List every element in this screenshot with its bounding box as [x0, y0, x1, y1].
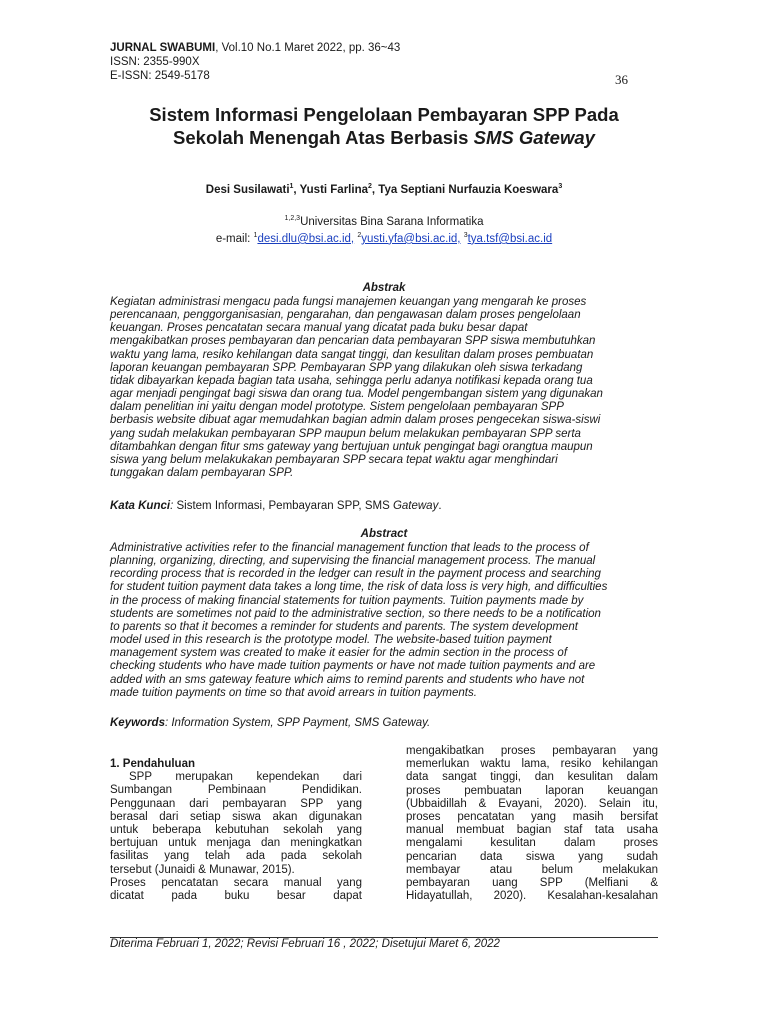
body-right-line: memerlukan waktu lama, resiko kehilangan	[406, 758, 658, 771]
abstract-line: planning, organizing, directing, and supervising the financial management process. The manual	[110, 555, 596, 568]
body-right-line: Hidayatullah, 2020). Kesalahan-kesalahan	[406, 890, 658, 903]
author-list: Desi Susilawati$^1$, Yusti Farlina$^2$, Tya Septiani Nurfauzia Koeswara$^3$	[205, 183, 563, 196]
abstract-line: for student tuition payment data takes a long time, the risk of data loss is very high, and difficulties	[110, 581, 608, 594]
abstract-line: made tuition payments on time so that avoid arrears in tuition payments.	[110, 686, 477, 699]
abstrak-line: siswa yang belum melakukakan pembayaran SPP secara tepat waktu agar menghindari	[110, 453, 558, 466]
email-1-sup: 1	[253, 231, 258, 239]
abstrak-line: dalam penelitian ini yaitu dengan model prototype. Sistem pengelolaan pembayaran SPP	[110, 401, 564, 414]
keywords-label: Keywords	[110, 717, 165, 729]
author-3-sup: 3	[558, 183, 563, 190]
body-right-line: mengakibatkan proses pembayaran yang	[406, 745, 658, 757]
keywords-text: : Information System, SPP Payment, SMS Gateway.	[164, 717, 431, 729]
author-3: Tya Septiani Nurfauzia Koeswara	[378, 183, 559, 196]
body-left-column	[110, 758, 362, 903]
author-1: Desi Susilawati	[205, 183, 290, 196]
abstract-heading: Abstract	[360, 528, 408, 540]
journal-volume: , Vol.10 No.1 Maret 2022, pp. 36~43	[215, 42, 401, 54]
body-left-line: Penggunaan dari pembayaran SPP yang	[110, 797, 362, 810]
kata-kunci: Kata Kunci: Sistem Informasi, Pembayaran SPP, SMS Gateway.	[110, 500, 442, 512]
kata-kunci-italic: Gateway	[392, 500, 439, 512]
body-right-line: proses pembuatan laporan keuangan	[406, 784, 658, 797]
title-line-2	[100, 126, 668, 149]
body-left-line: berasal dari setiap siswa akan digunakan	[110, 810, 362, 823]
footer-dates: Diterima Februari 1, 2022; Revisi Februari 16 , 2022; Disetujui Maret 6, 2022	[110, 938, 500, 950]
abstract-line: in the process of making financial statements for tuition payments. Tuition payments made by	[110, 594, 584, 607]
body-right-line: (Ubbaidillah & Evayani, 2020). Selain itu,	[406, 797, 658, 810]
email-link-3[interactable]: tya.tsf@bsi.ac.id	[467, 232, 553, 245]
body-right-line: proses pencatatan yang masih bersifat	[406, 811, 658, 824]
abstrak-line: laporan keuangan pembayaran SPP. Pembayaran SPP yang dilakukan oleh siswa terkadang	[110, 361, 583, 374]
body-right-line: mengalami kesulitan dalam proses	[406, 837, 658, 850]
section-heading: 1. Pendahuluan	[110, 758, 195, 770]
title-line-2-prefix: Sekolah Menengah Atas Berbasis	[173, 127, 474, 148]
abstrak-line: ditambahkan dengan fitur sms gateway yang bertujuan untuk pengingat bagi orangtua maupun	[110, 440, 593, 453]
journal-header	[110, 41, 400, 83]
affiliation-sup: 1,2,3	[284, 215, 301, 222]
title-line-1: Sistem Informasi Pengelolaan Pembayaran SPP Pada	[149, 104, 619, 125]
body-right-line: manual membuat bagian staf tata usaha	[406, 824, 658, 837]
email-line	[100, 229, 668, 246]
abstract-body	[110, 542, 658, 700]
email-link-2[interactable]: yusti.yfa@bsi.ac.id,	[361, 232, 461, 245]
journal-eissn: E-ISSN: 2549-5178	[110, 70, 210, 82]
body-left-line: Sumbangan Pembinaan Pendidikan.	[110, 784, 362, 797]
abstract-line: added with an sms gateway feature which aims to remind parents and students who have not	[110, 673, 585, 686]
abstract-line: to parents so that it becomes a reminder for students and parents. The system development	[110, 620, 578, 633]
journal-citation	[110, 41, 400, 55]
email-3-sup: 3	[463, 231, 468, 239]
abstrak-line: tunggakan dalam pembayaran SPP.	[110, 467, 294, 480]
body-right-column	[406, 745, 658, 903]
body-right-line: pencarian data siswa yang sudah	[406, 850, 658, 863]
email-label: e-mail:	[215, 232, 254, 245]
author-2-sup: 2	[368, 183, 372, 190]
abstrak-line: waktu yang lama, resiko kehilangan data sangat tinggi, dan kesulitan dalam proses pembuatan	[110, 348, 594, 361]
abstrak-line: keuangan. Proses pencatatan secara manual yang dicatat pada buku besar dapat	[110, 322, 528, 335]
journal-issn: ISSN: 2355-990X	[110, 56, 200, 68]
title-line-2-italic: SMS Gateway	[473, 127, 595, 148]
kata-kunci-label: Kata Kunci	[110, 500, 171, 512]
abstract-line: checking students who have made tuition payments or have not made tuition payments and are	[110, 660, 596, 673]
email-2-sup: 2	[357, 231, 362, 239]
body-right-line: pembayaran uang SPP (Melfiani &	[406, 877, 658, 890]
author-1-sup: 1	[289, 183, 294, 190]
affiliation-name: Universitas Bina Sarana Informatika	[300, 215, 484, 228]
abstrak-line: perencanaan, penggorganisasian, pengarahan, dan pengawasan dalam proses pengelolaan	[110, 309, 581, 322]
body-left-line: fasilitas yang telah ada pada sekolah	[110, 850, 362, 863]
affiliation	[100, 212, 668, 229]
abstrak-line: tidak dibayarkan kepada bagian tata usaha, sehingga perlu adanya notifikasi kepada orang tua	[110, 374, 593, 387]
body-left-line: Proses pencatatan secara manual yang	[110, 876, 362, 889]
page-number: 36	[615, 72, 628, 87]
affiliation-block	[100, 212, 668, 246]
email-link-1[interactable]: desi.dlu@bsi.ac.id,	[257, 232, 355, 245]
abstrak-body	[110, 296, 658, 480]
keywords	[110, 717, 658, 729]
kata-kunci-text: Sistem Informasi, Pembayaran SPP, SMS	[173, 500, 393, 512]
journal-name: JURNAL SWABUMI	[110, 42, 216, 54]
body-left-line: dicatat pada buku besar dapat	[110, 890, 362, 903]
abstract-line: recording process that is recorded in the ledger can result in the payment process and searching	[110, 568, 601, 581]
author-2: Yusti Farlina	[299, 183, 368, 196]
abstrak-line: mengakibatkan proses pembayaran dan pencarian data pembayaran SPP siswa membutuhkan	[110, 335, 596, 348]
body-left-line: SPP merupakan kependekan dari	[129, 771, 362, 784]
abstract-line: management system was created to make it easier for the admin section in the process of	[110, 647, 568, 660]
abstrak-line: yang sudah melakukan pembayaran SPP maupun belum melakukan pembayaran SPP serta	[110, 427, 581, 440]
abstrak-heading: Abstrak	[362, 282, 406, 294]
abstract-line: students are sometimes not paid to the administrative section, so there needs to be a notification	[110, 607, 601, 620]
abstrak-line: Kegiatan administrasi mengacu pada fungsi manajemen keuangan yang mengarah ke proses	[110, 296, 587, 308]
abstrak-line: berbasis website dibuat agar memudahkan bagian admin dalam proses pengecekan siswa-siswi	[110, 414, 601, 427]
body-left-line: tersebut (Junaidi & Munawar, 2015).	[110, 863, 295, 876]
body-left-line: untuk beberapa kebutuhan sekolah yang	[110, 824, 362, 837]
body-left-line: bertujuan untuk menjaga dan meningkatkan	[110, 837, 362, 850]
abstract-line: Administrative activities refer to the financial management function that leads to the process of	[110, 542, 589, 554]
kata-kunci-end: .	[438, 500, 442, 512]
abstract-line: model used in this research is the prototype model. The website-based tuition payment	[110, 634, 552, 647]
body-right-line: data sangat tinggi, dan kesulitan dalam	[406, 771, 658, 784]
body-right-line: membayar atau belum melakukan	[406, 863, 658, 876]
abstrak-line: agar menjadi pengingat bagi siswa dan orang tua. Model pengembangan sistem yang digunakan	[110, 388, 603, 401]
paper-title	[100, 103, 668, 149]
